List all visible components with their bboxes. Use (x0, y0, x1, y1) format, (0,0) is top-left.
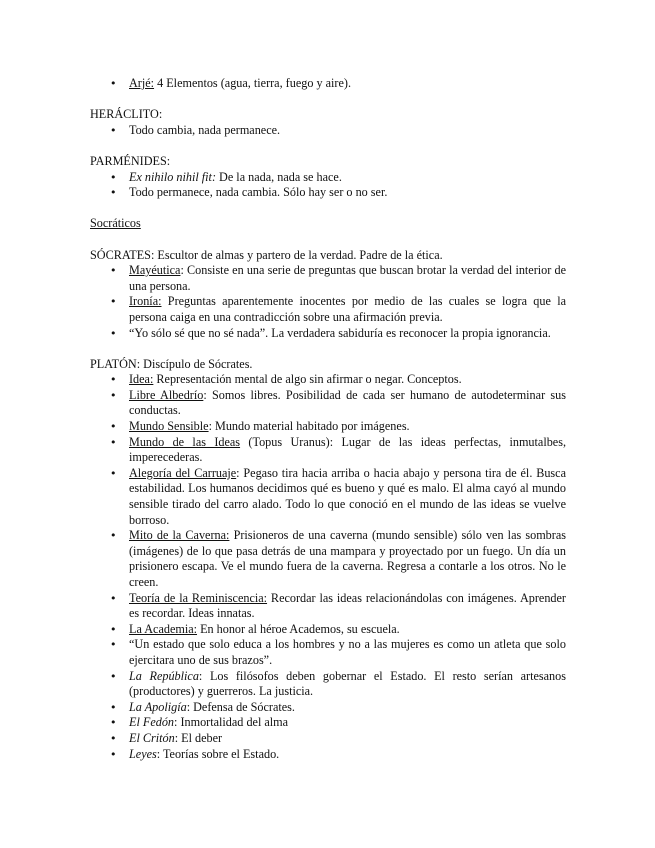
list-item (90, 263, 566, 294)
socrates-name: SÓCRATES: (90, 247, 155, 262)
term-label: Alegoría del Carruaje (129, 465, 237, 480)
list-item (90, 170, 566, 186)
item-text: Prisioneros de una caverna (mundo sensible) sólo ven las sombras (imágenes) de lo que pasa detrás de una mampara y proyectado por un fuego. Un día un prisionero escapa. Ve el mundo fuera de la caverna. Regresa a contarle a los otros. No le creen. (129, 528, 566, 589)
list-item (90, 123, 566, 139)
item-text: : Los filósofos deben gobernar el Estado. El resto serían artesanos (productores) y guerreros. La justicia. (129, 668, 566, 699)
platon-intro: Discípulo de Sócrates. (140, 356, 253, 371)
list-item (90, 528, 566, 590)
item-text: (Topus Uranus): Lugar de las ideas perfectas, inmutalbes, imperecederas. (129, 434, 567, 465)
spacer (90, 232, 566, 248)
list-item (90, 591, 566, 622)
spacer (90, 92, 566, 108)
heraclito-heading: HERÁCLITO: (90, 107, 163, 122)
socrates-heading (90, 248, 566, 264)
platon-name: PLATÓN: (90, 356, 141, 371)
item-text: : Pegaso tira hacia arriba o hacia abajo y persona tira de él. Busca estabilidad. Los humanos decidimos qué es bueno y qué es malo. El alma cayó al mundo sensible tirado del carro alado. Todo lo que conoció en el mundo de las ideas se vuelve borroso. (129, 465, 566, 527)
item-text: : Somos libres. Posibilidad de cada ser humano de autodeterminar sus conductas. (129, 387, 566, 418)
list-item (90, 76, 566, 92)
list-item (90, 669, 566, 700)
parmenides-heading: PARMÉNIDES: (90, 153, 171, 168)
list-item (90, 466, 566, 528)
list-item (90, 185, 566, 201)
term-label: Teoría de la Reminiscencia: (129, 590, 268, 605)
work-title: La República (129, 668, 199, 683)
item-text: Todo cambia, nada permanece. (129, 122, 281, 137)
list-item (90, 700, 566, 716)
term-label: Arjé: (129, 76, 155, 90)
item-text: : Mundo material habitado por imágenes. (208, 419, 410, 434)
document-body (90, 76, 566, 762)
term-label: Mundo Sensible (129, 419, 209, 434)
term-label: La Academia: (129, 621, 198, 636)
item-text: “Un estado que solo educa a los hombres y no a las mujeres es como un atleta que solo ejercitara uno de sus brazos”. (129, 637, 566, 667)
work-title: La Apoligía (129, 699, 187, 714)
list-item (90, 747, 566, 763)
spacer (90, 138, 566, 154)
term-label: Ironía: (129, 294, 162, 309)
list-item (90, 637, 566, 668)
socraticos-title: Socráticos (90, 216, 141, 231)
heraclito-list (90, 123, 566, 139)
term-label: Libre Albedrío (129, 387, 204, 402)
list-item (90, 388, 566, 419)
work-title: El Critón (129, 730, 175, 745)
term-label: Mayéutica (129, 263, 181, 278)
platon-heading (90, 357, 566, 373)
list-item (90, 294, 566, 325)
term-label: Mundo de las Ideas (129, 434, 241, 449)
item-text: Recordar las ideas relacionándolas con imágenes. Aprender es recordar. Ideas innatas. (129, 590, 566, 621)
socrates-list (90, 263, 566, 341)
term-label: Idea: (129, 372, 154, 387)
item-text: En honor al héroe Academos, su escuela. (197, 621, 400, 636)
item-text: : Teorías sobre el Estado. (156, 746, 280, 761)
work-title: Leyes (129, 746, 157, 761)
term-label: Ex nihilo nihil fit: (129, 169, 216, 184)
item-text: 4 Elementos (agua, tierra, fuego y aire). (154, 76, 351, 90)
list-item (90, 731, 566, 747)
list-item (90, 715, 566, 731)
term-label: Mito de la Caverna: (129, 528, 230, 543)
spacer (90, 201, 566, 217)
list-item (90, 326, 566, 342)
item-text: “Yo sólo sé que no sé nada”. La verdadera sabiduría es reconocer la propia ignorancia. (129, 325, 551, 340)
list-item (90, 419, 566, 435)
item-text: : Consiste en una serie de preguntas que buscan brotar la verdad del interior de una persona. (129, 263, 566, 293)
item-text: De la nada, nada se hace. (216, 169, 342, 184)
item-text: : El deber (174, 730, 223, 745)
socrates-intro: Escultor de almas y partero de la verdad. Padre de la ética. (154, 247, 443, 262)
work-title: El Fedón (129, 715, 175, 730)
platon-list (90, 372, 566, 762)
item-text: Todo permanece, nada cambia. Sólo hay ser o no ser. (129, 185, 388, 200)
item-text: : Defensa de Sócrates. (186, 699, 295, 714)
arje-list (90, 76, 566, 92)
parmenides-list (90, 170, 566, 201)
item-text: Representación mental de algo sin afirmar o negar. Conceptos. (153, 372, 462, 387)
item-text: Preguntas aparentemente inocentes por medio de las cuales se logra que la persona caiga en una contradicción sobre una afirmación previa. (129, 294, 566, 324)
list-item (90, 435, 566, 466)
item-text: : Inmortalidad del alma (174, 715, 289, 730)
list-item (90, 372, 566, 388)
list-item (90, 622, 566, 638)
spacer (90, 341, 566, 357)
